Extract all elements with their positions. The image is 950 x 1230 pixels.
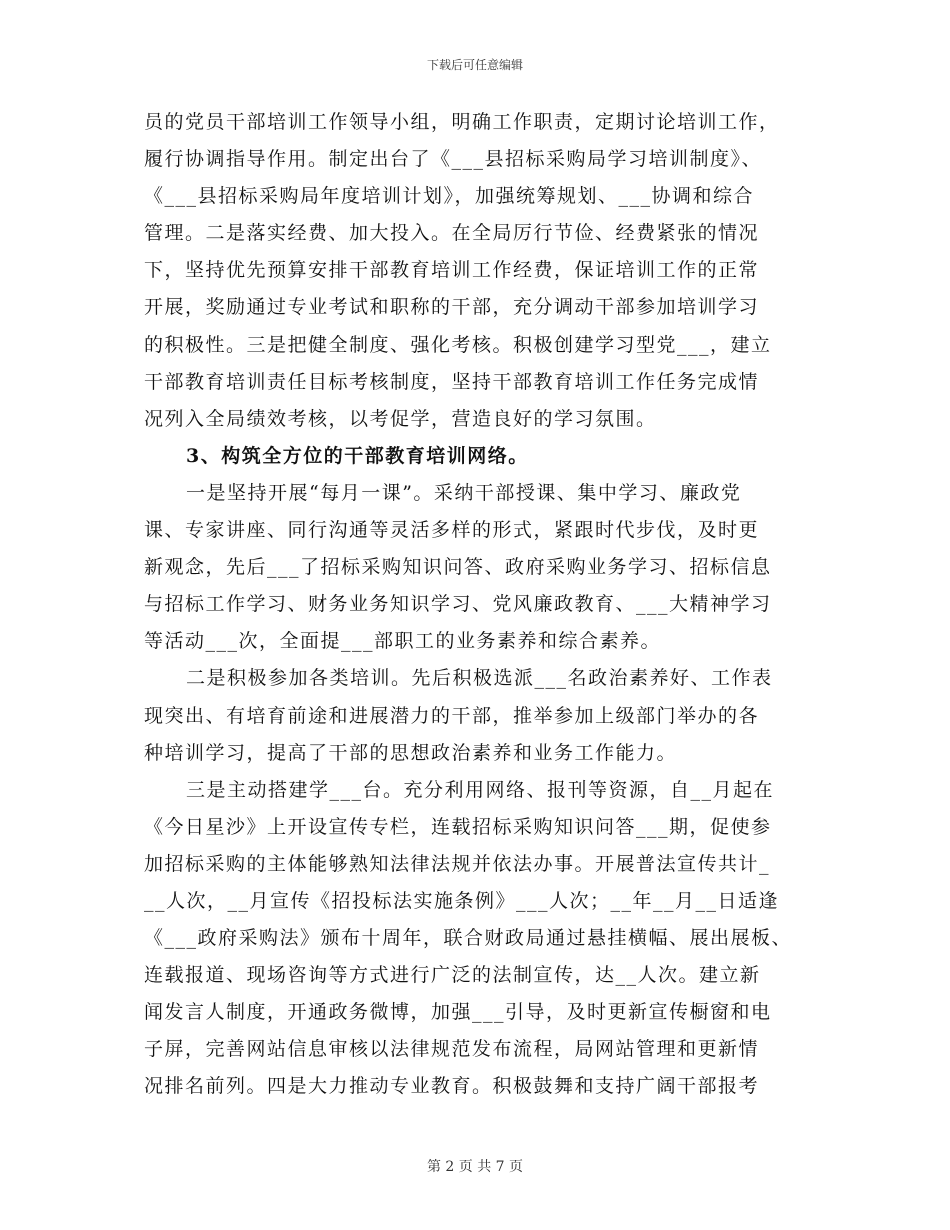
text-line: 干部教育培训责任目标考核制度，坚持干部教育培训工作任务完成情 [144, 370, 760, 393]
text-line: __人次，__月宣传《招投标法实施条例》___人次；__年__月__日适逢 [144, 889, 780, 912]
text-line: 等活动___次，全面提___部职工的业务素养和综合素养。 [144, 630, 662, 653]
text-line: 《今日星沙》上开设宣传专栏，连载招标采购知识问答___期，促使参 [144, 815, 772, 838]
text-line: 连载报道、现场咨询等方式进行广泛的法制宣传，达__人次。建立新 [144, 964, 761, 987]
text-line: 课、专家讲座、同行沟通等灵活多样的形式，紧跟时代步伐，及时更 [144, 519, 760, 542]
document-body [144, 104, 806, 1106]
text-line: 的积极性。三是把健全制度、强化考核。积极创建学习型党___，建立 [144, 333, 772, 356]
text-line: 闻发言人制度，开通政务微博，加强___引导，及时更新宣传橱窗和电 [144, 1001, 772, 1024]
text-line: 开展，奖励通过专业考试和职称的干部，充分调动干部参加培训学习 [144, 296, 760, 319]
paragraph-start-line: 二是积极参加各类培训。先后积极选派___名政治素养好、工作表 [186, 667, 773, 690]
paragraph-start-line: 三是主动搭建学___台。充分利用网络、报刊等资源，自__月起在 [186, 778, 775, 801]
text-line: 与招标工作学习、财务业务知识学习、党风廉政教育、___大精神学习 [144, 593, 772, 616]
page-number: 第 2 页 共 7 页 [426, 1159, 524, 1175]
text-line: 种培训学习，提高了干部的思想政治素养和业务工作能力。 [144, 741, 678, 764]
paragraph-start-line: 一是坚持开展“每月一课”。采纳干部授课、集中学习、廉政党 [186, 481, 742, 504]
text-line: 《___县招标采购局年度培训计划》，加强统筹规划、___协调和综合 [144, 185, 755, 208]
text-line: 履行协调指导作用。制定出台了《___县招标采购局学习培训制度》、 [144, 148, 763, 171]
text-line: 新观念，先后___了招标采购知识问答、政府采购业务学习、招标信息 [144, 556, 772, 579]
text-line: 况列入全局绩效考核，以考促学，营造良好的学习氛围。 [144, 407, 657, 430]
text-line: 员的党员干部培训工作领导小组，明确工作职责，定期讨论培训工作， [144, 111, 780, 133]
text-line: 下，坚持优先预算安排干部教育培训工作经费，保证培训工作的正常 [144, 259, 760, 282]
page-header: 下载后可任意编辑 [426, 58, 523, 72]
section-heading: 3、构筑全方位的干部教育培训网络。 [186, 444, 529, 467]
text-line: 管理。二是落实经费、加大投入。在全局厉行节俭、经费紧张的情况 [144, 222, 760, 245]
text-line: 加招标采购的主体能够熟知法律法规并依法办事。开展普法宣传共计_ [144, 852, 771, 875]
text-line: 子屏，完善网站信息审核以法律规范发布流程，局网站管理和更新情 [144, 1038, 760, 1061]
text-line: 现突出、有培育前途和进展潜力的干部，推举参加上级部门举办的各 [144, 704, 760, 727]
text-line: 况排名前列。四是大力推动专业教育。积极鼓舞和支持广阔干部报考 [144, 1075, 760, 1098]
text-line: 《___政府采购法》颁布十周年，联合财政局通过悬挂横幅、展出展板、 [144, 927, 793, 950]
